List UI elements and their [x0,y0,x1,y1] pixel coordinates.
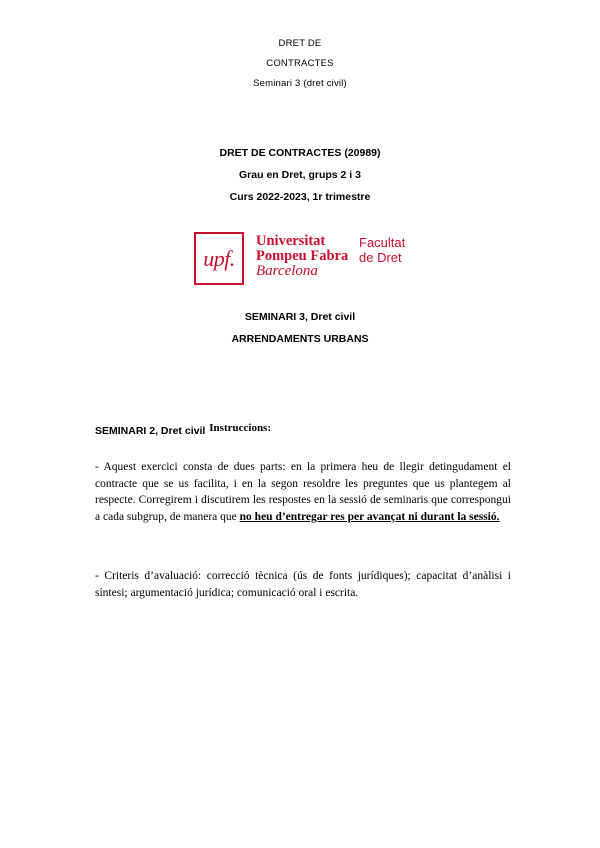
seminar-label: SEMINARI 2, Dret civil [95,425,206,437]
seminar-title: SEMINARI 3, Dret civil [244,311,356,323]
instructions-heading: Instruccions: [209,422,272,434]
faculty-name [359,235,405,265]
instructions-paragraph-2: - Criteris d’avaluació: correcció tècnica (ús de fonts jurídiques); capacitat d’anàlisi i síntesi; argumentació jurídica; comunicació oral i escrita. [95,570,511,599]
faculty-name-line-1: Facultat [359,235,406,250]
instructions-heading-line [95,421,271,439]
header-line-1: DRET DE [278,38,322,49]
course-year: Curs 2022-2023, 1r trimestre [229,191,371,203]
header-line-2: CONTRACTES [266,58,334,69]
course-title: DRET DE CONTRACTES (20989) [219,147,381,159]
instructions-paragraph-1-text: - Aquest exercici consta de dues parts: en la primera heu de llegir detingudament el contracte que se us facilita, i en la segon resoldre les preguntes que us plantegem al respecte. Corregirem i discutirem les respostes en la sessió de seminaris que correspongui a cada subgrup, de manera que [95,461,511,524]
header-line-3: Seminari 3 (dret civil) [253,78,347,89]
upf-logo-text: upf. [203,245,235,271]
university-name-line-1: Universitat [256,233,326,249]
seminar-subject: ARRENDAMENTS URBANS [231,333,369,345]
university-name [256,234,348,279]
upf-logo-mark [194,232,244,285]
instructions-paragraph-1-emphasis: no heu d’entregar res per avançat ni durant la sessió. [239,511,500,524]
upf-logo [194,232,424,288]
faculty-name-line-2: de Dret [359,250,402,265]
university-name-line-2: Pompeu Fabra [256,248,349,264]
course-groups: Grau en Dret, grups 2 i 3 [239,169,361,181]
instructions-paragraph-1 [95,459,511,526]
university-city: Barcelona [256,263,318,279]
